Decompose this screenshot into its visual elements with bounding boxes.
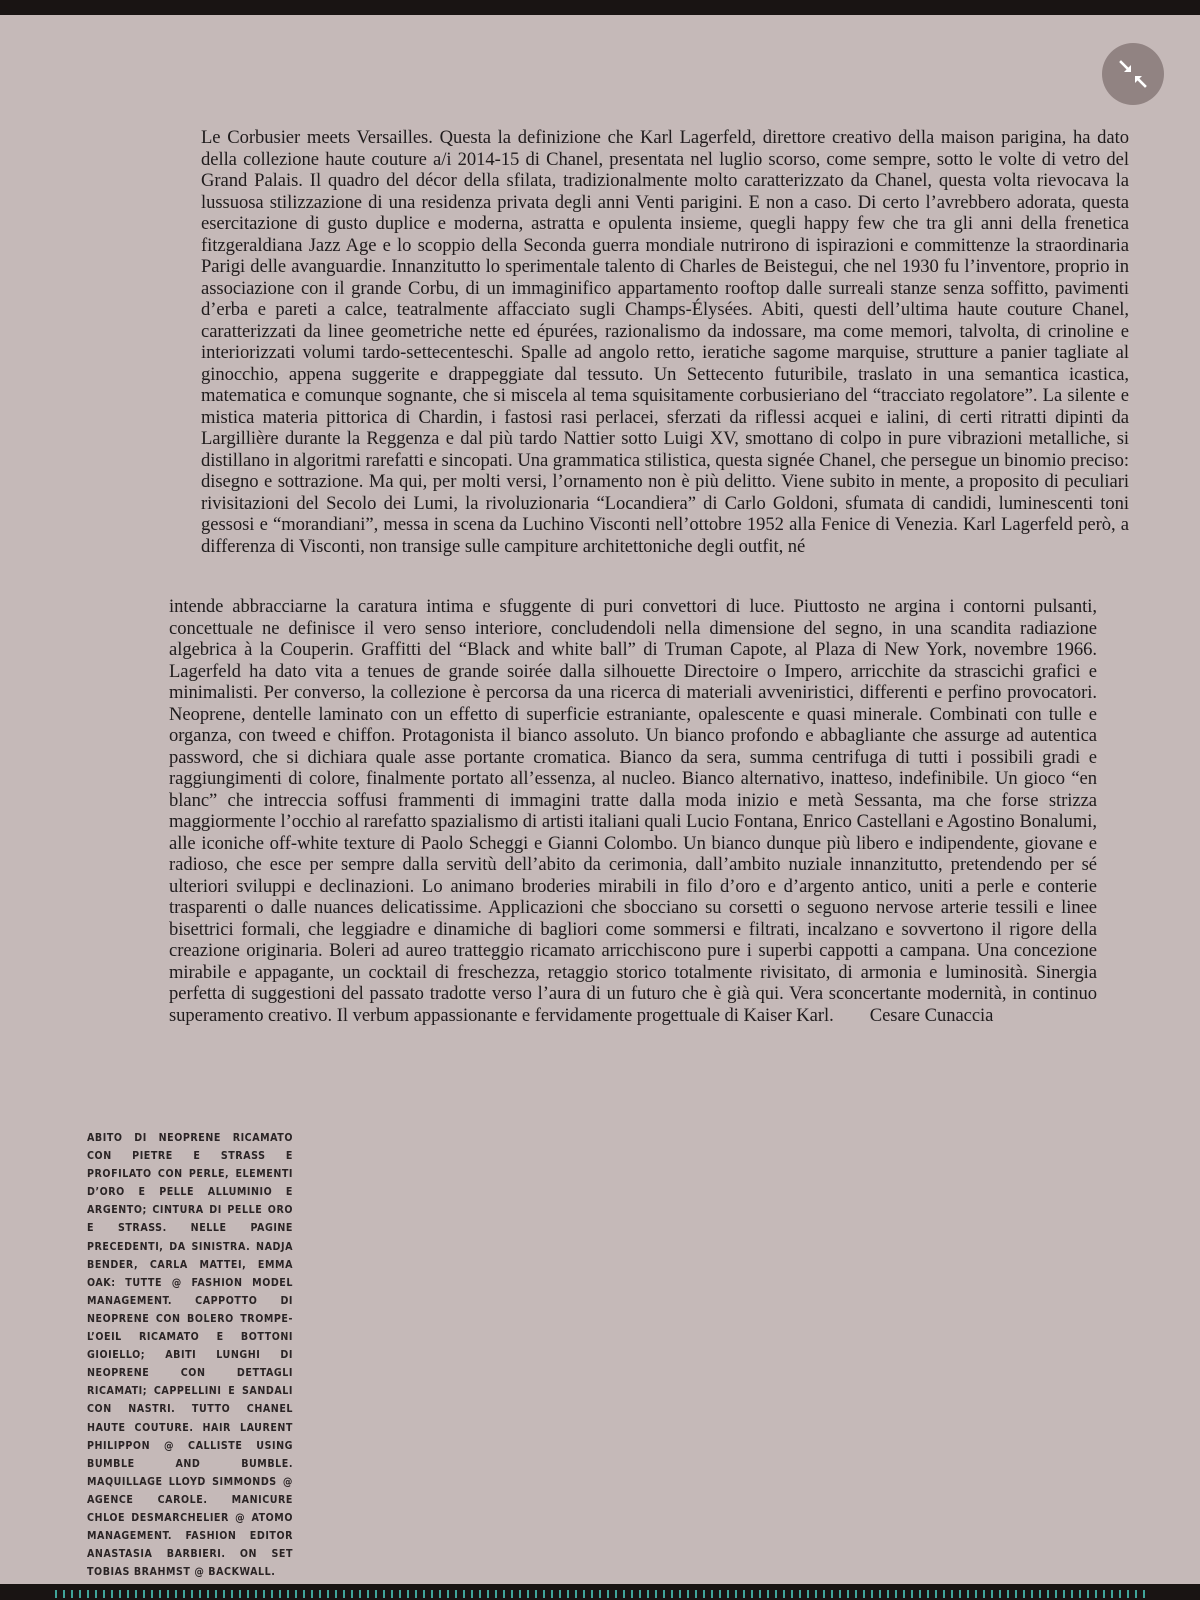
page-thumbnail-strip[interactable] [55, 1590, 1145, 1598]
photo-credits-caption: ABITO DI NEOPRENE RICAMATO CON PIETRE E STRASS E PROFILATO CON PERLE, ELEMENTI D’ORO E PELLE ALLUMINIO E ARGENTO; CINTURA DI PELLE ORO E STRASS. NELLE PAGINE PRECEDENTI, DA SINISTRA. NADJA BENDER, CARLA MATTEI, EMMA OAK: TUTTE @ FASHION MODEL MANAGEMENT. CAPPOTTO DI NEOPRENE CON BOLERO TROMPE-L’OEIL RICAMATO E BOTTONI GIOIELLO; ABITI LUNGHI DI NEOPRENE CON DETTAGLI RICAMATI; CAPPELLINI E SANDALI CON NASTRI. TUTTO CHANEL HAUTE COUTURE. HAIR LAURENT PHILIPPON @ CALLISTE USING BUMBLE AND BUMBLE. MAQUILLAGE LLOYD SIMMONDS @ AGENCE CAROLE. MANICURE CHLOE DESMARCHELIER @ ATOMO MANAGEMENT. FASHION EDITOR ANASTASIA BARBIERI. ON SET TOBIAS BRAHMST @ BACKWALL. [87, 1132, 293, 1579]
top-bar [0, 0, 1200, 15]
author-signature: Cesare Cunaccia [869, 1004, 994, 1026]
article-paragraph-2 [169, 596, 1097, 1026]
article-paragraph-1: Le Corbusier meets Versailles. Questa la definizione che Karl Lagerfeld, direttore creativo della maison parigina, ha dato della collezione haute couture a/i 2014-15 di Chanel, presentata nel luglio scorso, come sempre, sotto le volte di vetro del Grand Palais. Il quadro del décor della sfilata, tradizionalmente molto caratterizzato da Chanel, questa volta rievocava la lussuosa stilizzazione di una residenza privata degli anni Venti parigini. E non a caso. Di certo l’avrebbero adorata, questa esercitazione di gusto duplice e moderna, astratta e opulenta insieme, quegli happy few che tra gli anni della frenetica fitzgeraldiana Jazz Age e lo scoppio della Seconda guerra mondiale nutrirono di ispirazioni e committenze la straordinaria Parigi delle avanguardie. Innanzitutto lo sperimentale talento di Charles de Beistegui, che nel 1930 fu l’inventore, proprio in associazione con il grande Corbu, di un immaginifico appartamento rooftop dalle surreali stanze senza soffitto, pavimenti d’erba e pareti a calce, teatralmente affacciato sugli Champs-Élysées. Abiti, questi dell’ultima haute couture Chanel, caratterizzati da linee geometriche nette ed épurées, razionalismo da indossare, ma come memori, talvolta, di crinoline e interiorizzati volumi tardo-settecenteschi. Spalle ad angolo retto, ieratiche sagome marquise, strutture a panier tagliate al ginocchio, appena suggerite e drappeggiate dal tessuto. Un Settecento futuribile, traslato in una semantica icastica, matematica e comunque sognante, che si miscela al tema squisitamente corbusieriano del “tracciato regolatore”. La silente e mistica materia pittorica di Chardin, i fastosi rasi perlacei, sferzati da riflessi acquei e ialini, di certi ritratti dipinti da Largillière durante la Reggenza e dal più tardo Nattier sotto Luigi XV, smottano di colpo in pure vibrazioni metalliche, si distillano in algoritmi rarefatti e sincopati. Una grammatica stilistica, questa signée Chanel, che persegue un binomio preciso: disegno e sottrazione. Ma qui, per molti versi, l’ornamento non è più delitto. Viene subito in mente, a proposito di peculiari rivisitazioni del Secolo dei Lumi, la rivoluzionaria “Locandiera” di Carlo Goldoni, sfumata di candidi, luminescenti toni gessosi e “morandiani”, messa in scena da Luchino Visconti nell’ottobre 1952 alla Fenice di Venezia. Karl Lagerfeld però, a differenza di Visconti, non transige sulle campiture architettoniche degli outfit, né [201, 127, 1129, 557]
bottom-bar [0, 1584, 1200, 1600]
collapse-arrows-icon [1118, 59, 1148, 89]
article-paragraph-2-text: intende abbracciarne la caratura intima e sfuggente di puri convettori di luce. Piuttosto ne argina i contorni pulsanti, concettuale ne definisce il vero senso interiore, concludendoli nella dimensione del segno, in una scandita radiazione algebrica à la Couperin. Graffitti del “Black and white ball” di Truman Capote, al Plaza di New York, novembre 1966. Lagerfeld ha dato vita a tenues de grande soirée dalla silhouette Directoire o Impero, arricchite da strascichi grafici e minimalisti. Per converso, la collezione è percorsa da una ricerca di materiali avveniristici, differenti e perfino provocatori. Neoprene, dentelle laminato con un effetto di superficie estraniante, opalescente e quasi minerale. Combinati con tulle e organza, con tweed e chiffon. Protagonista il bianco assoluto. Un bianco profondo e abbagliante che assurge ad autentica password, che si dichiara quale asse portante cromatica. Bianco da sera, summa centrifuga di tutti i possibili gradi e raggiungimenti di colore, finalmente portato all’essenza, al nucleo. Bianco alternativo, inatteso, indefinibile. Un gioco “en blanc” che intreccia soffusi frammenti di immagini tratte dalla moda inizio e metà Sessanta, ma che forse strizza maggiormente l’occhio al rarefatto spazialismo di artisti italiani quali Lucio Fontana, Enrico Castellani e Agostino Bonalumi, alle iconiche off-white texture di Paolo Scheggi e Gianni Colombo. Un bianco dunque più libero e indipendente, giovane e radioso, che esce per sempre dalla servitù dell’abito da cerimonia, dall’ambito nuziale innanzitutto, pretendendo per sé ulteriori sviluppi e declinazioni. Lo animano broderies mirabili in filo d’oro e d’argento antico, uniti a perle e conterie trasparenti o dalle nuances delicatissime. Applicazioni che sbocciano su corsetti o seguono nervose arterie tessili e linee bisettrici formali, che leggiadre e dinamiche di bagliori come sommersi e filtrati, incalzano e sovvertono il rigore della creazione originaria. Boleri ad aureo tratteggio ricamato arricchiscono pure i superbi cappotti a campana. Una concezione mirabile e appagante, un cocktail di freschezza, retaggio storico totalmente rivisitato, di armonia e luminosità. Sinergia perfetta di suggestioni del passato tradotte verso l’aura di un futuro che è già qui. Vera sconcertante modernità, in continuo superamento creativo. Il verbum appassionante e fervidamente progettuale di Kaiser Karl. [169, 596, 1097, 1026]
collapse-button[interactable] [1102, 43, 1164, 105]
